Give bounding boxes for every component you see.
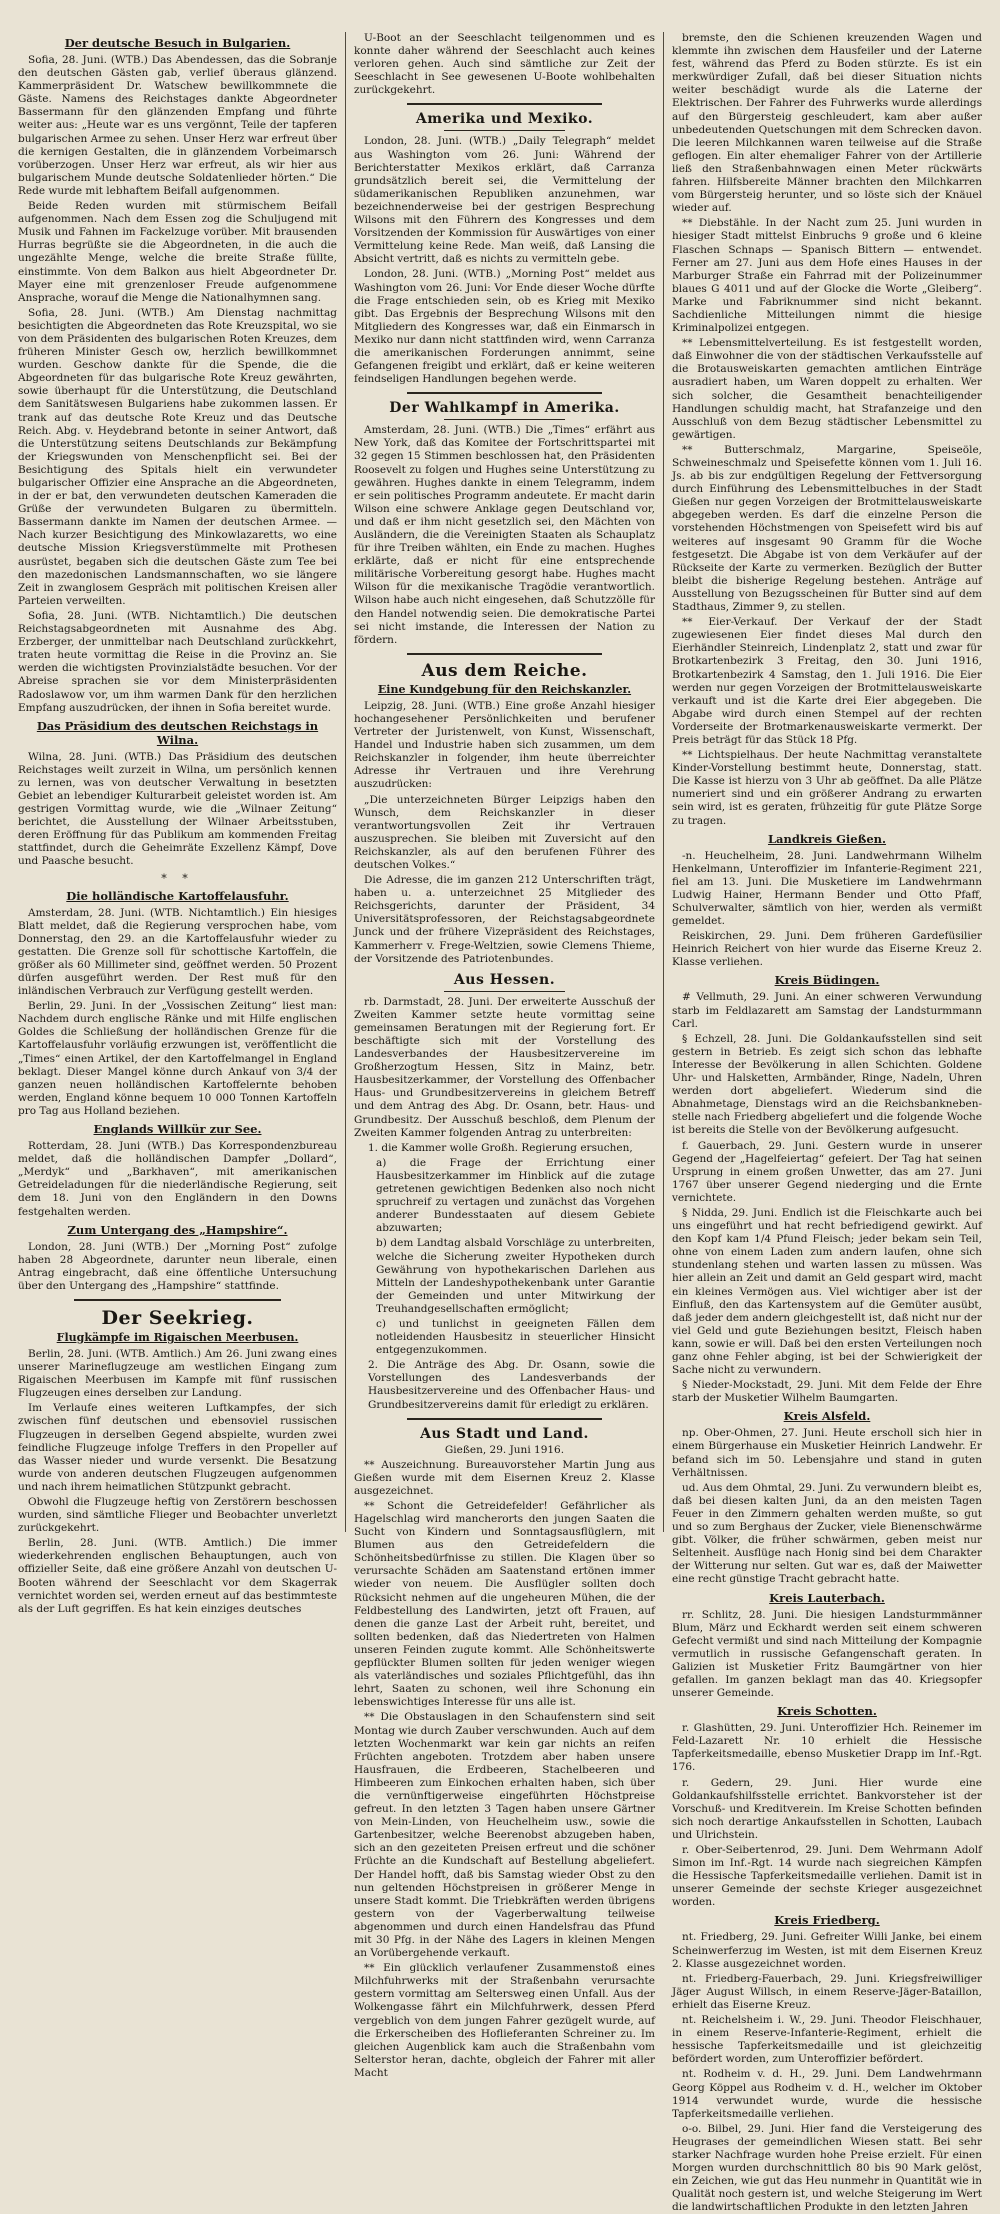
section-rule	[407, 103, 603, 105]
headline-aus-hessen: Aus Hessen.	[453, 971, 556, 988]
article-paragraph: Die Adresse, die im ganzen 212 Unterschriften trägt, haben u. a. unterzeichnet 25 Mitglieder des Reichsgerichts, darunter der Präsident, 34 Universitätsprofessoren, der Reichstagsabgeordnete Junck und der frühere Vizepräsident des Reichstages, Kammerherr v. Frege-Weltzien, sowie Clemens Thieme, der Vorsitzende des Patriotenbundes.	[354, 874, 655, 965]
motion-item: a) die Frage der Errichtung einer Hausbesitzerkammer im Hinblick auf die zutage getretenen gewichtigen Bedenken also noch nicht spruchreif zu vertagen und zunächst das Vorgehen anderer Bundesstaaten auf diesem Gebiete abzuwarten;	[376, 1156, 655, 1235]
article-paragraph: „Die unterzeichneten Bürger Leipzigs haben den Wunsch, dem Reichskanzler in dieser verantwortungsvollen Zeit ihr Vertrauen auszusprechen. Sie bleiben mit Zuversicht auf den Reichskanzler, als auf den berufenen Führer des deutschen Volkes.“	[354, 793, 655, 871]
article-paragraph: Sofia, 28. Juni. (WTB.) Das Abendessen, das die Sobranje den deutschen Gästen gab, verlief überaus glänzend. Kammerpräsident Dr. Watschew bewillkommnete die Gäste. Namens des Reichstages dankte Abgeordneter Bassermann für den glänzenden Empfang und führte weiter aus: „Heute war es uns vergönnt, Teile der tapferen bulgarischen Armee zu sehen. Unser Herz war erfreut über die kernigen Gestalten, die in glänzendem Vorbeimarsch vorüberzogen. Unser Herz war erfreut, als wir hier aus bulgarischem Munde deutsche Soldatenlieder hörten.“ Die Rede wurde mit lebhaftem Beifall aufgenommen.	[18, 54, 337, 197]
section-rule	[444, 130, 564, 131]
article-paragraph: U-Boot an der Seeschlacht teilgenommen und es konnte daher während der Seeschlacht auch keines verloren gehen. Auch sind sämtliche zur Zeit der Seeschlacht in See gewesenen U-Boote wohlbehalten zurückgekehrt.	[354, 32, 655, 97]
article-paragraph: § Nieder-Mockstadt, 29. Juni. Mit dem Felde der Ehre starb der Musketier Wilhelm Baumgarten.	[672, 1379, 982, 1405]
dateline: Gießen, 29. Juni 1916.	[444, 1443, 565, 1456]
article-paragraph: nt. Friedberg-Fauerbach, 29. Juni. Kriegsfreiwilliger Jäger August Willsch, in einem Reserve-Jäger-Bataillon, erhielt das Eiserne Kreuz.	[672, 1972, 982, 2011]
article-paragraph: o-o. Bilbel, 29. Juni. Hier fand die Versteigerung des Heugrases der gemeindlichen Wiesen statt. Bei sehr starker Nachfrage wurden hohe Preise erzielt. Für einen Morgen wurden durchschnittlich 80 bis 90 Mark gelöst, ein Zeichen, wie gut das Heu nunmehr in Quantität wie in Qualität noch gestern ist, und welche Steigerung im Wert die landwirtschaftlichen Produkte in den letzten Jahren	[672, 2122, 983, 2214]
article-paragraph: ** Diebstähle. In der Nacht zum 25. Juni wurden in hiesiger Stadt mittelst Einbruchs 9 große und 6 kleine Flaschen Schnaps — Spanisch Bittern — entwendet. Ferner am 27. Juni aus dem Hofe eines Hauses in der Marburger Straße ein Fahrrad mit der Polizeinummer blaues G 4011 und auf der Glocke die Worte „Gleiberg“. Marke und Fabriknummer sind nicht bekannt. Sachdienliche Mitteilungen nimmt die hiesige Kriminalpolizei entgegen.	[672, 217, 982, 335]
section-rule	[74, 1299, 281, 1301]
article-paragraph: § Echzell, 28. Juni. Die Goldankaufsstellen sind seit gestern in Betrieb. Es zeigt sich schon das lebhafte Interesse der Bevölkerung in allen Schichten. Goldene Uhr- und Halsketten, Armbänder, Ringe, Nadeln, Uhren werden dort abgeliefert. Wiederum sind die Abnahmetage, Dienstags wird an die Reichsbankneben-stelle nach Friedberg abgeliefert und die folgende Woche ist bereits die Stelle von der Bevölkerung aufgesucht.	[672, 1032, 982, 1137]
headline-election-america: Der Wahlkampf in Amerika.	[389, 400, 620, 417]
article-paragraph: rr. Schlitz, 28. Juni. Die hiesigen Landsturmmänner Blum, März und Eckhardt werden seit einem schweren Gefecht vermißt und sind nach Mitteilung der Kompagnie vermutlich in russische Gefangenschaft geraten. In Galizien ist Musketier Fritz Baumgärtner von hier gefallen. Im ganzen beklagt man das 40. Kriegsopfer unserer Gemeinde.	[672, 1608, 982, 1700]
motion-item: 2. Die Anträge des Abg. Dr. Osann, sowie die Vorstellungen des Landesverbands der Hausbesitzervereine und des Offenbacher Haus- und Grundbesitzervereins damit für erledigt zu erklären.	[368, 1359, 655, 1411]
headline-kreis-alsfeld: Kreis Alsfeld.	[783, 1409, 871, 1424]
headline-stadt-und-land: Aus Stadt und Land.	[420, 1425, 589, 1442]
article-paragraph: Obwohl die Flugzeuge heftig von Zerstörern beschossen wurden, sind sämtliche Flieger und Beobachter unverletzt zurückgekehrt.	[18, 1496, 337, 1535]
headline-kreis-friedberg: Kreis Friedberg.	[774, 1913, 880, 1928]
article-paragraph: Amsterdam, 28. Juni. (WTB.) Die „Times“ erfährt aus New York, daß das Komitee der Fortschrittspartei mit 32 gegen 15 Stimmen beschlossen hat, den Präsidenten Roosevelt zu folgen und Hughes seine Unterstützung zu gewähren. Hughes dankte in einem Telegramm, indem er sein politisches Programm andeutete. Er macht darin Wilson eine schwere Anklage gegen Deutschland vor, und daß er ihm nicht gesetzlich sei, den Mächten von Ausländern, die die Vereinigten Staaten als Schauplatz für ihre Treiben wählten, ein Ende zu machen. Hughes erklärte, daß er nicht für eine entsprechende militärische Vorbereitung gesorgt habe. Hughes macht Wilson für die mexikanische Tragödie verantwortlich. Wilson habe auch nicht eingesehen, daß Schutzzölle für den Handel notwendig seien. Die demokratische Partei sei nicht imstande, die Interessen der Nation zu fördern.	[354, 424, 655, 646]
motion-item: 1. die Kammer wolle Großh. Regierung ersuchen,	[368, 1141, 633, 1154]
motion-item: c) und tunlichst in geeigneten Fällen dem notleidenden Hausbesitz in steuerlicher Hinsicht entgegenzukommen.	[376, 1317, 655, 1357]
article-paragraph: f. Gauerbach, 29. Juni. Gestern wurde in unserer Gegend der „Hagelfeiertag“ gefeiert. Der Tag hat seinen Ursprung in einem großen Unwetter, das am 27. Juni 1767 über unserer Gegend niederging und die Ernte vernichtete.	[672, 1139, 982, 1204]
headline-america-mexico: Amerika und Mexiko.	[415, 111, 594, 128]
subheadline-air-battles: Flugkämpfe im Rigaischen Meerbusen.	[56, 1330, 299, 1344]
article-paragraph: ** Butterschmalz, Margarine, Speiseöle, Schweineschmalz und Speisefette können vom 1. Juli 16. Js. ab bis zur endgültigen Regelung der Fettversorgung durch Einführung des Lebensmittelbuches in der Stadt Gießen nur gegen Vorzeigen der Brotmittelausweiskarte abgegeben werden. Es darf die einzelne Person die vorstehenden Höchstmengen von Speisefett wird bis auf weiteres auf insgesamt 90 Gramm für die Woche festgesetzt. Die Abgabe ist von dem Verkäufer auf der Rückseite der Karte zu vermerken. Bezüglich der Butter bleibt die bisherige Regelung bestehen. Anträge auf Ausstellung von Bezugsscheinen für Butter sind auf dem Stadthaus, Zimmer 9, zu stellen.	[672, 443, 982, 614]
article-paragraph: Sofia, 28. Juni. (WTB. Nichtamtlich.) Die deutschen Reichstagsabgeordneten mit Ausnahme des Abg. Erzberger, der unmittelbar nach Deutschland zurückkehrt, traten heute vormittag die Reise in die Provinz an. Sie werden die wichtigsten Provinzialstädte besuchen. Vor der Abreise sprachen sie vor dem Ministerpräsidenten Radoslawow vor, um ihm warmen Dank für den herzlichen Empfang auszudrücken, der ihnen in Sofia bereitet wurde.	[18, 609, 337, 714]
article-paragraph: Im Verlaufe eines weiteren Luftkampfes, der sich zwischen fünf deutschen und ebensoviel russischen Flugzeugen in derselben Gegend abspielte, wurden zwei feindliche Flugzeuge infolge Treffers in den Propeller auf das Wasser nieder und wurde versenkt. Die Besatzung wurde von anderen deutschen Flugzeugen aufgenommen und nach ihrem heimatlichen Stützpunkt gebracht.	[18, 1402, 337, 1493]
headline-kreis-schotten: Kreis Schotten.	[777, 1704, 877, 1719]
article-paragraph: np. Ober-Ohmen, 27. Juni. Heute erscholl sich hier in einem Bürgerhause ein Musketier Heinrich Landwehr. Er befand sich im 50. Lebensjahre und stand in guten Verhältnissen.	[672, 1427, 982, 1479]
article-paragraph: London, 28. Juni. (WTB.) „Morning Post“ meldet aus Washington vom 26. Juni: Vor Ende dieser Woche dürfte die Frage entschieden sein, ob es Krieg mit Mexiko gibt. Das Ergebnis der Besprechung Wilsons mit den Mitgliedern des Kongresses war, daß ein Einmarsch in Mexiko nur dann nicht stattfinden wird, wenn Carranza die amerikanischen Forderungen annimmt, seine Gefangenen freigibt und erklärt, daß er keine weiteren feindseligen Handlungen begehen werde.	[354, 268, 655, 386]
headline-seekrieg: Der Seekrieg.	[101, 1306, 254, 1329]
article-paragraph: Berlin, 29. Juni. In der „Vossischen Zeitung“ liest man: Nachdem durch englische Ränke und mit Hilfe englischen Goldes die Schließung der holländischen Grenze für die Kartoffelausfuhr vorläufig erzwungen ist, veröffentlicht die „Times“ einen Artikel, der den Kartoffelmangel in England beklagt. Dieser Mangel könne durch Ankauf von 3/4 der ganzen neuen holländischen Kartoffelernte behoben werden, England könne bequem 10 000 Tonnen Kartoffeln pro Tag aus Holland beziehen.	[18, 1000, 337, 1117]
section-rule	[444, 991, 564, 992]
article-paragraph: r. Ober-Seibertenrod, 29. Juni. Dem Wehrmann Adolf Simon im Inf.-Rgt. 14 wurde nach siegreichen Kämpfen die Hessische Tapferkeitsmedaille verliehen. Damit ist in unserer Gemeinde der sechste Krieger ausgezeichnet worden.	[672, 1844, 982, 1909]
article-paragraph: London, 28. Juni (WTB.) Der „Morning Post“ zufolge haben 28 Abgeordnete, darunter neun liberale, einen Antrag eingebracht, daß eine öffentliche Untersuchung über den Untergang des „Hampshire“ stattfinde.	[18, 1240, 337, 1292]
headline-bulgaria-visit: Der deutsche Besuch in Bulgarien.	[64, 36, 291, 50]
headline-hampshire: Zum Untergang des „Hampshire“.	[67, 1222, 288, 1237]
section-rule	[407, 1418, 603, 1420]
article-paragraph: nt. Friedberg, 29. Juni. Gefreiter Willi Janke, bei einem Scheinwerferzug im Westen, ist mit dem Eisernen Kreuz 2. Klasse ausgezeichnet worden.	[672, 1931, 982, 1970]
article-paragraph: nt. Rodheim v. d. H., 29. Juni. Dem Landwehrmann Georg Köppel aus Rodheim v. d. H., welcher im Oktober 1914 verwundet wurde, wurde die hessische Tapferkeitsmedaille verliehen.	[672, 2068, 982, 2120]
section-separator-stars: * *	[161, 871, 194, 885]
article-paragraph: ** Auszeichnung. Bureauvorsteher Martin Jung aus Gießen wurde mit dem Eisernen Kreuz 2. Klasse ausgezeichnet.	[354, 1458, 655, 1497]
section-rule	[407, 392, 603, 394]
headline-aus-dem-reiche: Aus dem Reiche.	[421, 660, 588, 681]
column-middle	[345, 32, 663, 2079]
article-paragraph: r. Gedern, 29. Juni. Hier wurde eine Goldankaufshilfsstelle errichtet. Bankvorsteher ist der Vorschuß- und Kreditverein. Im Kreise Schotten befinden sich noch derartige Ankaufsstellen in Schotten, Laubach und Ulrichstein.	[672, 1776, 982, 1841]
article-paragraph: ** Eier-Verkauf. Der Verkauf der der Stadt zugewiesenen Eier findet dieses Mal durch den Eierhändler Steinreich, Lindenplatz 2, statt und zwar für Brotkartenbezirk 3 Freitag, den 30. Juni 1916, Brotkartenbezirk 4 Samstag, den 1. Juli 1916. Die Eier werden nur gegen Vorzeigen der Brotmittelausweiskarte verkauft und ist die Karte drei Eier abgegeben. Die Abgabe wird durch einen Stempel auf der rechten Vorderseite der Brotmarkenausweiskarte vermerkt. Der Preis beträgt für das Stück 18 Pfg.	[672, 616, 982, 746]
column-left	[10, 32, 345, 1615]
headline-kreis-buedingen: Kreis Büdingen.	[774, 973, 880, 988]
article-paragraph: ud. Aus dem Ohmtal, 29. Juni. Zu verwundern bleibt es, daß bei diesen kalten Juni, da an den meisten Tagen Feuer in den Zimmern gehalten werden mußte, so gut und so zum Berghaus der Zucker, viele Bienenschwärme gibt. Völker, die früher schwärmen, geben meist nur Seltenheit. Ausflüge nach Honig sind bei dem Charakter der Witterung nur selten. Gut war es, daß der Maiwetter eine recht günstige Tracht gebracht hatte.	[672, 1481, 982, 1586]
article-paragraph: ** Lichtspielhaus. Der heute Nachmittag veranstaltete Kinder-Vorstellung bestimmt heute, Donnerstag, statt. Die Kasse ist hierzu von 3 Uhr ab geöffnet. Da alle Plätze numeriert sind und ein größerer Andrang zu erwarten sein wird, ist es geraten, frühzeitig für gute Plätze Sorge zu tragen.	[672, 749, 982, 827]
article-paragraph: ** Lebensmittelverteilung. Es ist festgestellt worden, daß Einwohner die von der städtischen Verkaufsstelle auf die Brotausweiskarten gemachten amtlichen Einträge ausradiert haben, um Waren doppelt zu erhalten. Wer sich solcher, die Gesamtheit benachteiligender Handlungen schuldig macht, hat Strafanzeige und den Ausschluß von dem Bezug städtischer Lebensmittel zu gewärtigen.	[672, 337, 982, 441]
article-paragraph: Sofia, 28. Juni. (WTB.) Am Dienstag nachmittag besichtigten die Abgeordneten das Rote Kreuzspital, wo sie von dem Präsidenten des bulgarischen Roten Kreuzes, dem früheren Minister Gesch ow, herzlich bewillkommnet wurden. Geschow dankte für die Spende, die die Abgeordneten für das bulgarische Rote Kreuz gewährten, sowie überhaupt für die Unterstützung, die Deutschland dem Sanitätswesen Bulgariens habe zukommen lassen. Er trank auf das deutsche Rote Kreuz und das Deutsche Reich. Abg. v. Heydebrand betonte in seiner Antwort, daß die Unterstützung seitens Deutschlands zur Bekämpfung der Kriegswunden von Menschenpflicht sei. Bei der Besichtigung des Spitals hielt ein verwundeter bulgarischer Offizier eine Ansprache an die Abgeordneten, in der er bat, den verwundeten deutschen Kameraden die Grüße der verwundeten Bulgaren zu übermitteln. Bassermann dankte im Namen der deutschen Armee. — Nach kurzer Besichtigung des Minkowlazaretts, wo eine deutsche Mission Kriegsverstümmelte mit Prothesen ausrüstet, begaben sich die deutschen Gäste zum Tee bei den mazedonischen Landsmannschaften, wo sie längere Zeit in zwanglosem Gespräch mit politischen Kreisen aller Parteien verweilten.	[18, 306, 337, 607]
article-paragraph: # Vellmuth, 29. Juni. An einer schweren Verwundung starb im Feldlazarett am Samstag der Landsturmmann Carl.	[672, 991, 982, 1030]
article-paragraph: § Nidda, 29. Juni. Endlich ist die Fleischkarte auch bei uns eingeführt und hat recht befriedigend gewirkt. Auf den Kopf kam 1/4 Pfund Fleisch; jeder bekam sein Teil, ohne von einem Laden zum andern laufen, ohne sich stundenlang stehen und warten lassen zu müssen. Was hier allein an Zeit und damit an Geld gespart wird, macht ein kleines Vermögen aus. Viel wichtiger aber ist der Einfluß, den das Kartensystem auf die Gemüter ausübt, daß jeder dem andern gleichgestellt ist, daß nicht nur der viel Geld und gute Beziehungen besitzt, Fleisch haben kann, sowie er will. Daß bei den ersten Verteilungen noch ganz ohne Fehler abging, ist bei der Schwierigkeit der Sache nicht zu verwundern.	[672, 1206, 982, 1377]
column-right	[663, 32, 990, 2214]
article-paragraph: Berlin, 28. Juni. (WTB. Amtlich.) Am 26. Juni zwang eines unserer Marineflugzeuge am westlichen Eingang zum Rigaischen Meerbusen im Kampfe mit fünf russischen Flugzeugen eines derselben zur Landung.	[18, 1347, 337, 1400]
article-paragraph: ** Schont die Getreidefelder! Gefährlicher als Hagelschlag wird mancherorts den jungen Saaten die Sucht von Kindern und Sonntagsausflüglern, mit Blumen aus den Getreidefeldern die Schönheitsbedürfnisse zu stillen. Die Klagen über so verursachte Schäden am Saatenstand ertönen immer wieder von neuem. Die Ausflügler sollten doch Rücksicht nehmen auf die ungeheuren Mühen, die der Feldbestellung des Landwirten, jetzt oft Frauen, auf denen die ganze Last der Arbeit ruht, bereitet, und sollten bedenken, daß das Niedertreten von Halmen unseren Feinden zugute kommt. Alle Schönheitswerte gepflückter Blumen sollten für jeden weniger wiegen als vaterländisches und soziales Pflichtgefühl, das ihn lehrt, Saaten zu schonen, weil ihre Schonung ein lebenswichtiges Interesse für uns alle ist.	[354, 1499, 655, 1709]
motion-item: b) dem Landtag alsbald Vorschläge zu unterbreiten, welche die Sicherung zweiter Hypotheken durch Gewährung von hypothekarischen Darlehen aus Mitteln der Landeshypothekenbank unter Garantie der Gemeinden und unter Mitwirkung der Treuhandgesellschaften ermöglicht;	[376, 1237, 655, 1315]
headline-england-sea: Englands Willkür zur See.	[93, 1122, 262, 1137]
article-paragraph: ** Die Obstauslagen in den Schaufenstern sind seit Montag wie durch Zauber verschwunden. Auch auf dem letzten Wochenmarkt war kein gar nichts an reifen Früchten angeboten. Trotzdem aber haben unsere Hausfrauen, die Erdbeeren, Stachelbeeren und Himbeeren zum Einkochen erhalten haben, sich über die vernünftigerweise eingeführten Höchstpreise gefreut. In den letzten 3 Tagen haben unsere Gärtner von Mein-Linden, von Heuchelheim usw., sowie die Gartenbesitzer, welche Beerenobst abzugeben haben, sich an den gezeiteten Preisen erfreut und die schöner Früchte an die Kundschaft auf Bestellung abgeliefert. Der Handel hofft, daß bis Samstag wieder Obst zu den nun geltenden Höchstpreisen in größerer Menge in unsere Stadt kommt. Die Triebkräften werden übrigens gestern von der Vagerberwaltung teilweise abgenommen und durch einen Handelsfrau das Pfund mit 30 Pfg. in der Nähe des Lagers in kleinen Mengen an Vorübergehende verkauft.	[354, 1711, 655, 1960]
headline-kreis-lauterbach: Kreis Lauterbach.	[769, 1590, 885, 1605]
article-paragraph: Beide Reden wurden mit stürmischem Beifall aufgenommen. Nach dem Essen zog die Schuljugend mit Musik und Fahnen im Fackelzuge vorüber. Mit brausenden Hurras begrüßte sie die Abgeordneten, in die auch die ungezählte Menge, welche die breite Straße füllte, einstimmte. Von dem Balkon aus hielt Abgeordneter Dr. Mayer eine mit grenzenloser Freude aufgenommene Ansprache, worauf die Menge die Nationalhymnen sang.	[18, 200, 337, 304]
article-paragraph: Wilna, 28. Juni. (WTB.) Das Präsidium des deutschen Reichstages weilt zurzeit in Wilna, um persönlich kennen zu lernen, was von deutscher Verwaltung in besetzten Gebiet an lebendiger Kulturarbeit geleistet worden ist. Am gestrigen Vormittag wurde, wie die „Wilnaer Zeitung“ berichtet, die Ausstellung der Wilnaer Arbeitsstuben, deren Eröffnung für das Publikum am kommenden Freitag stattfindet, durch die Geheimräte Exzellenz Kämpf, Dove und Paasche besucht.	[18, 750, 337, 868]
headline-potato-export: Die holländische Kartoffelausfuhr.	[66, 888, 289, 903]
article-paragraph: Reiskirchen, 29. Juni. Dem früheren Gardefüsilier Heinrich Reichert von hier wurde das Eiserne Kreuz 2. Klasse verliehen.	[672, 930, 982, 969]
article-paragraph: r. Glashütten, 29. Juni. Unteroffizier Hch. Reinemer im Feld-Lazarett Nr. 10 erhielt die Hessische Tapferkeitsmedaille, ebenso Musketier Drapp im Inf.-Rgt. 176.	[672, 1722, 982, 1774]
headline-reichstag-wilna: Das Präsidium des deutschen Reichstags in Wilna.	[36, 718, 319, 747]
article-paragraph: -n. Heuchelheim, 28. Juni. Landwehrmann Wilhelm Henkelmann, Unteroffizier im Infanterie-Regiment 221, fiel am 13. Juni. Die Musketiere im Landwehrmann Ludwig Hainer, Hermann Bender und Otto Pfaff, Schulverwalter, sämtlich von hier, werden als vermißt gemeldet.	[672, 849, 982, 928]
article-paragraph: Leipzig, 28. Juni. (WTB.) Eine große Anzahl hiesiger hochangesehener Persönlichkeiten und berufener Vertreter der Juristenwelt, von Kunst, Wissenschaft, Handel und Industrie haben sich zusammen, um dem Reichskanzler in folgender, ihm heute überreichter Adresse ihr Vertrauen und ihre Verehrung auszudrücken:	[354, 699, 655, 791]
article-paragraph: Amsterdam, 28. Juni. (WTB. Nichtamtlich.) Ein hiesiges Blatt meldet, daß die Regierung versprochen habe, vom Donnerstag, den 29. an die Kartoffelausfuhr wieder zu gestatten. Die Grenze soll für schottische Kartoffeln, die größer als 60 Millimeter sind, geöffnet werden. 50 Prozent dürfen ausgeführt werden. Der Rest muß für den inländischen Verbrauch zur Verfügung gestellt werden.	[18, 906, 337, 998]
article-paragraph: nt. Reichelsheim i. W., 29. Juni. Theodor Fleischhauer, in einem Reserve-Infanterie-Regiment, erhielt die hessische Tapferkeitsmedaille und ist gleichzeitig befördert worden, zum Unteroffizier befördert.	[672, 2014, 982, 2066]
article-paragraph: ** Ein glücklich verlaufener Zusammenstoß eines Milchfuhrwerks mit der Straßenbahn verursachte gestern vormittag am Seltersweg einen Unfall. Aus der Wolkengasse fährt ein Milchfuhrwerk, dessen Pferd vergeblich von dem jungen Fahrer gezügelt wurde, auf die Erkerscheiben des Hoflieferanten Schreiner zu. Im gleichen Augenblick kam auch die Straßenbahn vom Selterstor heran, dachte, obgleich der Fahrer mit aller Macht	[354, 1962, 655, 2079]
article-paragraph: London, 28. Juni. (WTB.) „Daily Telegraph“ meldet aus Washington vom 26. Juni: Während der Berichterstatter Mexikos erklärt, daß Carranza grundsätzlich bereit sei, die Vermittelung der südamerikanischen Republiken anzunehmen, war bezeichnenderweise bei der gestrigen Besprechung Wilsons mit den Führern des Kongresses und dem Vorsitzenden der Kommission für Auswärtiges von einer Vermittelung keine Rede. Man weiß, daß Lansing die Absicht vertritt, daß es nichts zu vermitteln gebe.	[354, 135, 655, 266]
article-paragraph: bremste, den die Schienen kreuzenden Wagen und klemmte ihn zwischen dem Hausfeiler und der Laterne fest, während das Pferd zu Boden stürzte. Es ist ein merkwürdiger Zufall, daß bei dieser Situation nichts weiter beschädigt wurde als die Laterne der Elektrischen. Der Fahrer des Fuhrwerks wurde allerdings auf den Bürgersteig geschleudert, kam aber außer unbedeutenden Quetschungen mit dem Schrecken davon. Die leeren Milchkannen waren teilweise auf die Straße geflogen. Ein alter ehemaliger Fahrer von der Artillerie ließ den Straßenbahnwagen einen Meter rückwärts fahren. Hilfsbereite Männer brachten den Milchkarren vom Bürgersteig herunter, und so löste sich der Knäuel wieder auf.	[672, 32, 982, 215]
subheadline-chancellor: Eine Kundgebung für den Reichskanzler.	[377, 682, 632, 696]
article-paragraph: rb. Darmstadt, 28. Juni. Der erweiterte Ausschuß der Zweiten Kammer setzte heute vormittag seine gemeinsamen Beratungen mit der Regierung fort. Er beschäftigte sich mit der Vorstellung des Landesverbandes der Hausbesitzervereine im Großherzogtum Hessen, Sitz in Mainz, betr. Hausbesitzerkammer, der Vorstellung des Offenbacher Haus- und Grundbesitzervereins in gleichem Betreff und dem Antrag des Abg. Dr. Osann, betr. Haus- und Grundbesitz. Der Ausschuß beschloß, dem Plenum der Zweiten Kammer folgenden Antrag zu unterbreiten:	[354, 995, 655, 1139]
section-rule	[407, 653, 603, 655]
headline-landkreis-giessen: Landkreis Gießen.	[767, 831, 887, 846]
article-paragraph: Berlin, 28. Juni. (WTB. Amtlich.) Die immer wiederkehrenden englischen Behauptungen, auch von offizieller Seite, daß eine größere Anzahl von deutschen U-Booten während der Seeschlacht vor dem Skagerrak vernichtet worden sei, werden erneut auf das bestimmteste als der Luft gegriffen. Es hat kein einziges deutsches	[18, 1537, 337, 1615]
section-rule	[444, 419, 564, 420]
article-paragraph: Rotterdam, 28. Juni (WTB.) Das Korrespondenzbureau meldet, daß die holländischen Dampfer „Dollard“, „Merdyk“ und „Barkhaven“, mit amerikanischen Getreideladungen für die niederländische Regierung, seit dem 18. Juni von den Engländern in den Downs festgehalten werden.	[18, 1140, 337, 1218]
